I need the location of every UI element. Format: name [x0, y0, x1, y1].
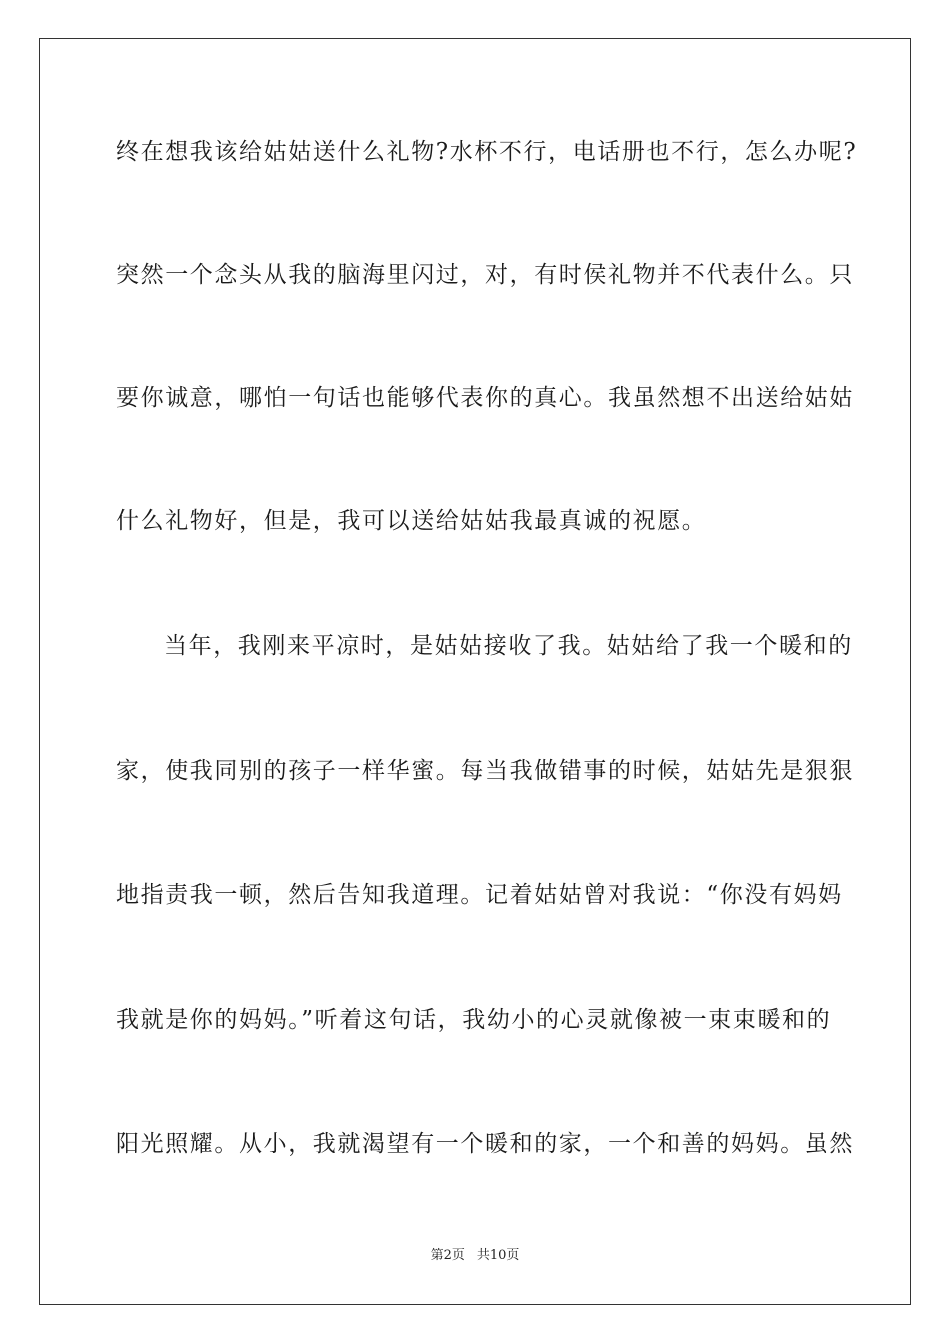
text-line: 要你诚意，哪怕一句话也能够代表你的真心。我虽然想不出送给姑姑: [116, 385, 854, 411]
text-line: 我就是你的妈妈。”听着这句话，我幼小的心灵就像被一束束暖和的: [116, 1007, 832, 1033]
text-line: 地指责我一顿，然后告知我道理。记着姑姑曾对我说：“你没有妈妈: [116, 882, 843, 908]
text-line: 阳光照耀。从小，我就渴望有一个暖和的家，一个和善的妈妈。虽然: [116, 1131, 854, 1157]
text-line: 什么礼物好，但是，我可以送给姑姑我最真诚的祝愿。: [116, 508, 707, 534]
text-line: 突然一个念头从我的脑海里闪过，对，有时侯礼物并不代表什么。只: [116, 262, 854, 288]
page-border: [39, 38, 911, 1305]
paragraph-start-line: 当年，我刚来平凉时，是姑姑接收了我。姑姑给了我一个暖和的: [164, 633, 853, 659]
page-footer: [0, 1247, 950, 1265]
text-line: 家，使我同别的孩子一样华蜜。每当我做错事的时候，姑姑先是狠狠: [116, 758, 854, 784]
text-line: 终在想我该给姑姑送什么礼物?水杯不行，电话册也不行，怎么办呢?: [116, 139, 858, 165]
page-total: 共10页: [476, 1248, 520, 1263]
page-number: 第2页: [430, 1248, 465, 1263]
